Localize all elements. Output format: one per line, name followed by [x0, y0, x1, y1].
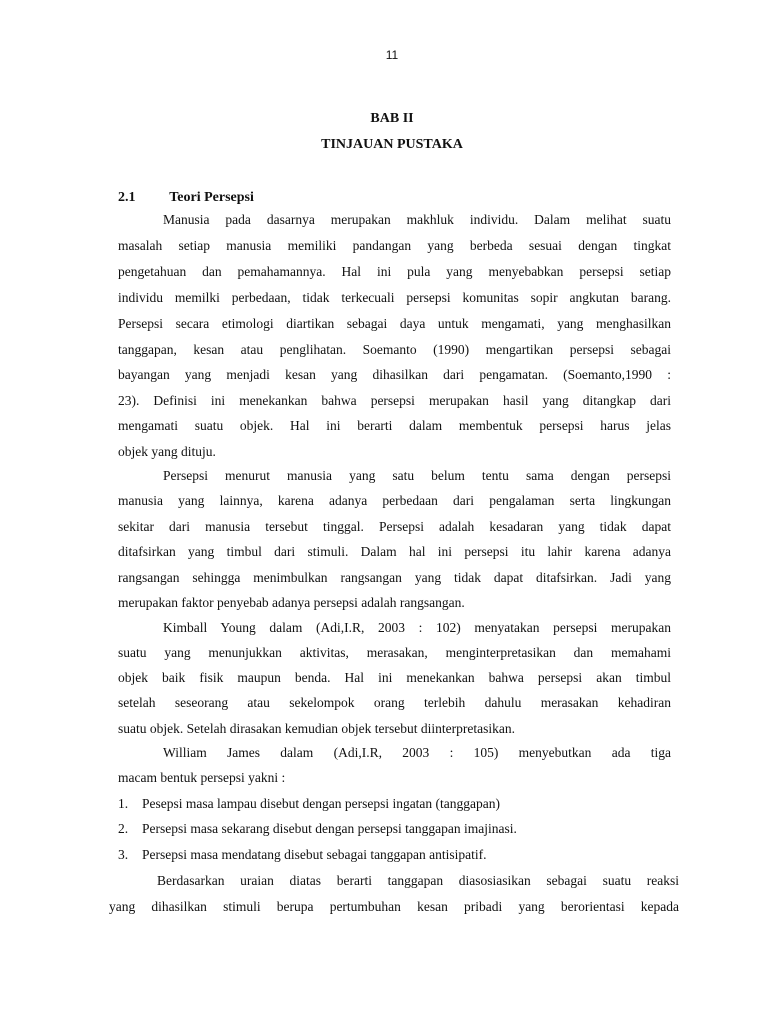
paragraph-line: manusia yang lainnya, karena adanya perbedaan dari pengalaman serta lingkungan	[118, 493, 671, 508]
list-item	[118, 820, 678, 838]
paragraph-line: macam bentuk persepsi yakni :	[118, 770, 286, 785]
paragraph-line: Berdasarkan uraian diatas berarti tanggapan diasosiasikan sebagai suatu reaksi	[157, 873, 679, 888]
section-number: 2.1	[118, 190, 136, 205]
paragraph-line: suatu yang menunjukkan aktivitas, merasakan, menginterpretasikan dan memahami	[118, 645, 671, 660]
list-item-number: 1.	[118, 796, 129, 811]
paragraph-line: Manusia pada dasarnya merupakan makhluk individu. Dalam melihat suatu	[163, 212, 671, 227]
paragraph-line: 23). Definisi ini menekankan bahwa persepsi merupakan hasil yang ditangkap dari	[118, 393, 671, 408]
paragraph-line: Kimball Young dalam (Adi,I.R, 2003 : 102) menyatakan persepsi merupakan	[163, 620, 671, 635]
list-item-text: Persepsi masa sekarang disebut dengan persepsi tanggapan imajinasi.	[142, 821, 517, 836]
paragraph-line: pengetahuan dan pemahamannya. Hal ini pula yang menyebabkan persepsi setiap	[118, 264, 671, 279]
list-item-text: Pesepsi masa lampau disebut dengan persepsi ingatan (tanggapan)	[142, 796, 501, 811]
paragraph-line: sekitar dari manusia tersebut tinggal. Persepsi adalah kesadaran yang tidak dapat	[118, 519, 671, 534]
chapter-number: BAB II	[370, 111, 414, 126]
section-heading	[118, 190, 254, 206]
paragraph-line: suatu objek. Setelah dirasakan kemudian objek tersebut diinterpretasikan.	[118, 721, 516, 736]
paragraph-line: masalah setiap manusia memiliki pandangan yang berbeda sesuai dengan tingkat	[118, 238, 671, 253]
paragraph-line: mengamati suatu objek. Hal ini berarti dalam membentuk persepsi harus jelas	[118, 418, 671, 433]
list-item	[118, 795, 678, 813]
section-title: Teori Persepsi	[169, 190, 254, 205]
paragraph-line: individu memilki perbedaan, tidak terkecuali persepsi komunitas sopir angkutan barang.	[118, 290, 671, 305]
paragraph-line: Persepsi menurut manusia yang satu belum tentu sama dengan persepsi	[163, 468, 671, 483]
list-item-number: 3.	[118, 847, 129, 862]
paragraph-line: ditafsirkan yang timbul dari stimuli. Dalam hal ini persepsi itu lahir karena adanya	[118, 544, 671, 559]
paragraph-line: William James dalam (Adi,I.R, 2003 : 105) menyebutkan ada tiga	[163, 745, 671, 760]
paragraph-line: Persepsi secara etimologi diartikan sebagai daya untuk mengamati, yang menghasilkan	[118, 316, 671, 331]
chapter-title: TINJAUAN PUSTAKA	[321, 137, 463, 152]
paragraph-line: objek baik fisik maupun benda. Hal ini menekankan bahwa persepsi akan timbul	[118, 670, 671, 685]
paragraph-line: merupakan faktor penyebab adanya persepsi adalah rangsangan.	[118, 595, 465, 610]
page-number: 11	[385, 48, 399, 62]
paragraph-line: tanggapan, kesan atau penglihatan. Soemanto (1990) mengartikan persepsi sebagai	[118, 342, 671, 357]
paragraph-line: rangsangan sehingga menimbulkan rangsangan yang tidak dapat ditafsirkan. Jadi yang	[118, 570, 671, 585]
paragraph-line: setelah seseorang atau sekelompok orang terlebih dahulu merasakan kehadiran	[118, 695, 671, 710]
paragraph-line: bayangan yang menjadi kesan yang dihasilkan dari pengamatan. (Soemanto,1990 :	[118, 367, 671, 382]
list-item-number: 2.	[118, 821, 129, 836]
list-item	[118, 846, 678, 864]
list-item-text: Persepsi masa mendatang disebut sebagai tanggapan antisipatif.	[142, 847, 487, 862]
paragraph-line: yang dihasilkan stimuli berupa pertumbuhan kesan pribadi yang berorientasi kepada	[109, 899, 679, 914]
paragraph-line: objek yang dituju.	[118, 444, 216, 459]
